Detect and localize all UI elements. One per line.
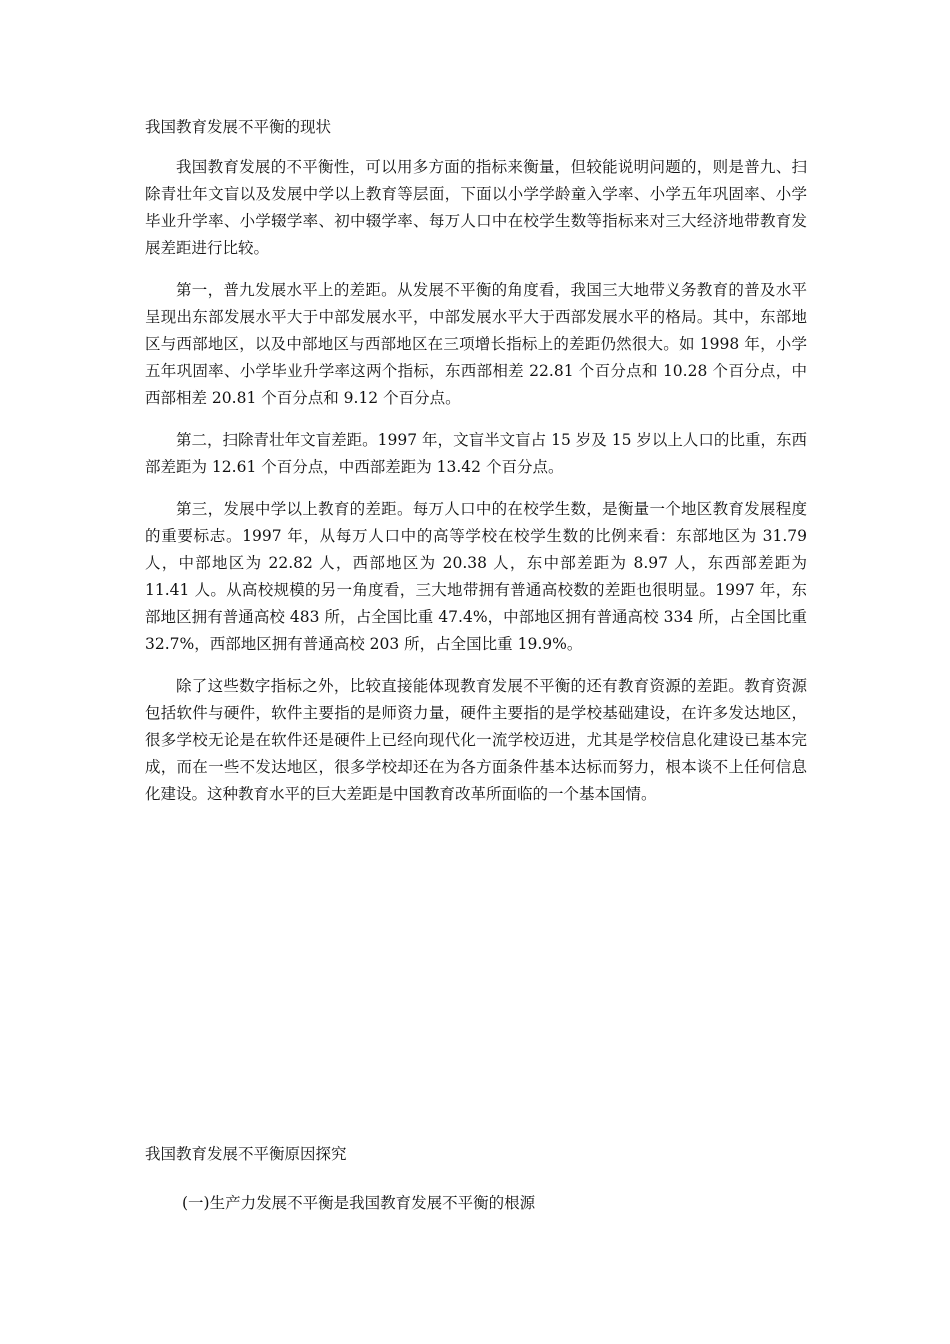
paragraph-illiteracy: 第二，扫除青壮年文盲差距。1997 年，文盲半文盲占 15 岁及 15 岁以上人口的比重，东西部差距为 12.61 个百分点，中西部差距为 13.42 个百分点。 bbox=[145, 431, 807, 476]
paragraph-compulsory-education: 第一，普九发展水平上的差距。从发展不平衡的角度看，我国三大地带义务教育的普及水平呈现出东部发展水平大于中部发展水平，中部发展水平大于西部发展水平的格局。其中，东部地区与西部地区，以及中部地区与西部地区在三项增长指标上的差距仍然很大。如 1998 年，小学五年巩固率、小学毕业升学率这两个指标，东西部相差 22.81 个百分点和 10.28 个百分点，中西部相差 20.81 个百分点和 9.12 个百分点。 bbox=[145, 281, 807, 407]
paragraph-education-resources: 除了这些数字指标之外，比较直接能体现教育发展不平衡的还有教育资源的差距。教育资源包括软件与硬件，软件主要指的是师资力量，硬件主要指的是学校基础建设，在许多发达地区，很多学校无论是在软件还是硬件上已经向现代化一流学校迈进，尤其是学校信息化建设已基本完成，而在一些不发达地区，很多学校却还在为各方面条件基本达标而努力，根本谈不上任何信息化建设。这种教育水平的巨大差距是中国教育改革所面临的一个基本国情。 bbox=[145, 677, 807, 803]
section-1 bbox=[145, 114, 807, 808]
section-title: 我国教育发展不平衡原因探究 bbox=[145, 1145, 347, 1163]
section-2 bbox=[145, 1141, 807, 1217]
subsection-heading: (一)生产力发展不平衡是我国教育发展不平衡的根源 bbox=[182, 1194, 536, 1212]
paragraph-intro: 我国教育发展的不平衡性，可以用多方面的指标来衡量，但较能说明问题的，则是普九、扫除青壮年文盲以及发展中学以上教育等层面，下面以小学学龄童入学率、小学五年巩固率、小学毕业升学率、小学辍学率、初中辍学率、每万人口中在校学生数等指标来对三大经济地带教育发展差距进行比较。 bbox=[145, 158, 807, 257]
paragraph-higher-education: 第三，发展中学以上教育的差距。每万人口中的在校学生数，是衡量一个地区教育发展程度的重要标志。1997 年，从每万人口中的高等学校在校学生数的比例来看：东部地区为 31.79 人，中部地区为 22.82 人，西部地区为 20.38 人，东中部差距为 8.97 人，东西部差距为 11.41 人。从高校规模的另一角度看，三大地带拥有普通高校数的差距也很明显。1997 年，东部地区拥有普通高校 483 所，占全国比重 47.4%，中部地区拥有普通高校 334 所，占全国比重 32.7%，西部地区拥有普通高校 203 所，占全国比重 19.9%。 bbox=[145, 500, 807, 653]
section-title: 我国教育发展不平衡的现状 bbox=[145, 118, 332, 136]
